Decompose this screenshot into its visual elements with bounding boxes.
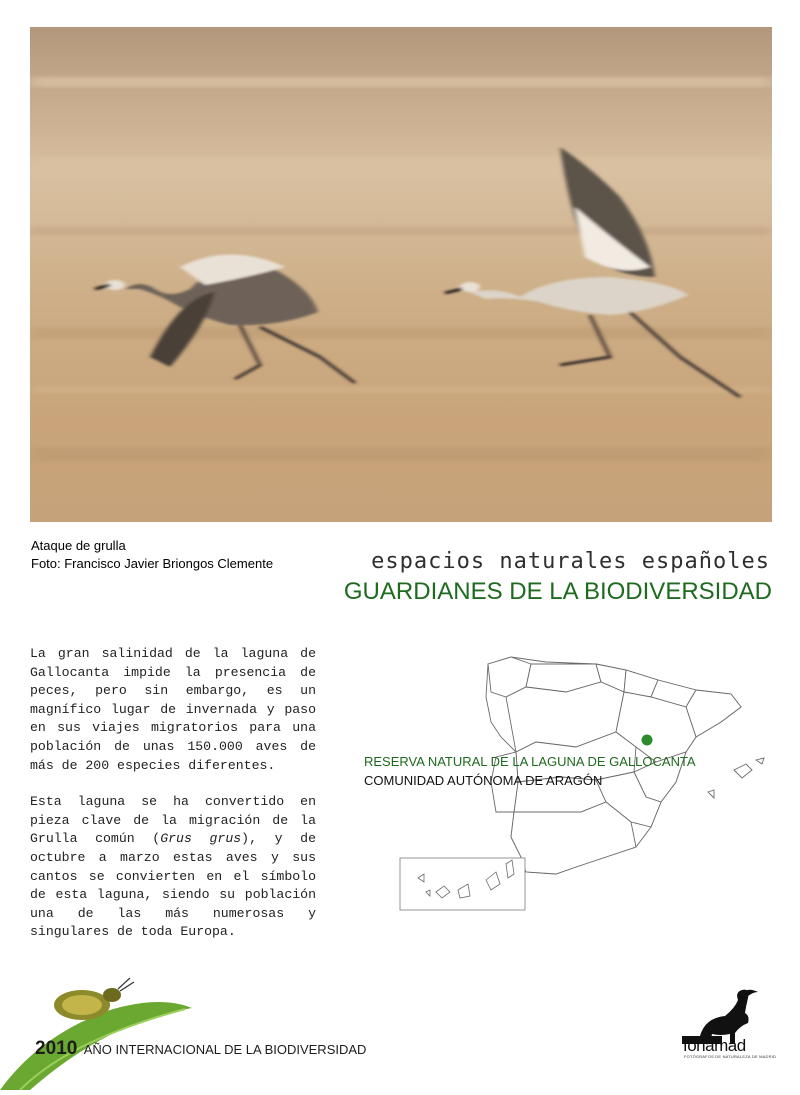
- caption-title: Ataque de grulla: [31, 538, 126, 553]
- reserve-name: RESERVA NATURAL DE LA LAGUNA DE GALLOCANTA: [364, 754, 696, 769]
- footer-year-line: [35, 1038, 366, 1060]
- logo-tagline: FOTÓGRAFOS DE NATURALEZA DE MADRID: [684, 1054, 777, 1059]
- logo-wordmark: fonamad: [683, 1036, 746, 1055]
- paragraph-2-part-1: Esta laguna se ha convertido en pieza clave de la migración de la Grulla común (: [30, 794, 316, 847]
- paragraph-2: [30, 793, 316, 942]
- photo-caption: [31, 537, 273, 573]
- leaf-beetle-illustration: [0, 975, 200, 1090]
- series-title: GUARDIANES DE LA BIODIVERSIDAD: [343, 578, 772, 605]
- paragraph-1: La gran salinidad de la laguna de Gallocanta impide la presencia de peces, pero sin embargo, es un magnífico lugar de invernada y paso en sus viajes migratorios para una población de unas 150.000 aves de más de 200 especies diferentes.: [30, 646, 316, 773]
- paragraph-2-part-2: ), y de octubre a marzo estas aves y sus cantos se convierten en el símbolo de esta laguna, siendo su población una de las más numerosas y singulares de toda Europa.: [30, 831, 316, 940]
- gallocanta-marker: [642, 735, 653, 746]
- reserve-region: COMUNIDAD AUTÓNOMA DE ARAGÓN: [364, 773, 603, 788]
- footer-year: 2010: [35, 1038, 78, 1059]
- species-name: Grus grus: [160, 831, 242, 847]
- crane-photo: [30, 27, 772, 522]
- body-text: [30, 645, 316, 960]
- series-subtitle: espacios naturales españoles: [371, 549, 770, 574]
- caption-credit: Foto: Francisco Javier Briongos Clemente: [31, 556, 274, 571]
- footer-year-text: AÑO INTERNACIONAL DE LA BIODIVERSIDAD: [83, 1042, 367, 1057]
